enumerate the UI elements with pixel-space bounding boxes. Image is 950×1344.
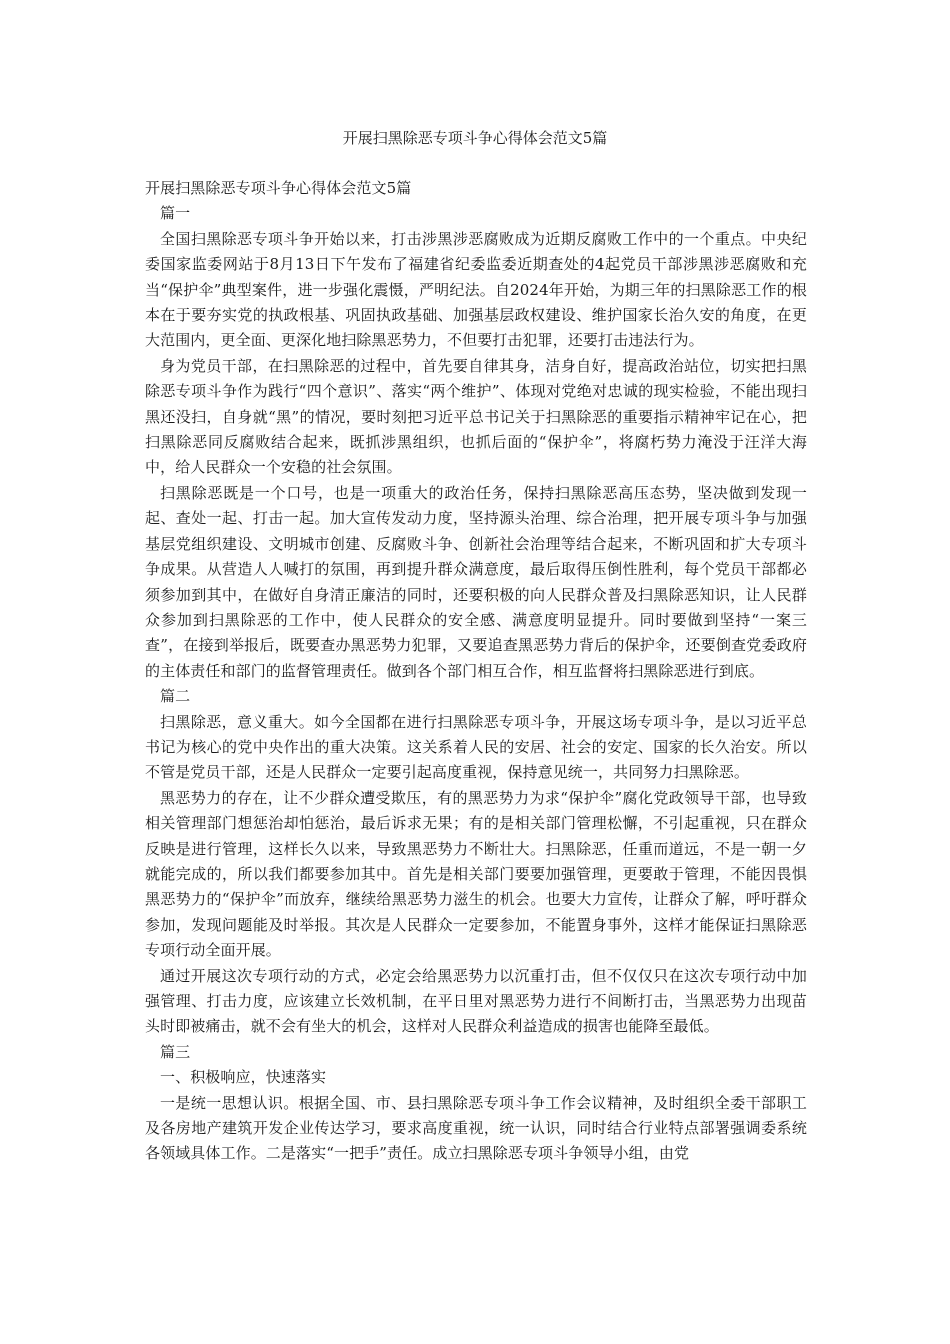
document-subtitle: 开展扫黑除恶专项斗争心得体会范文5篇 [145,179,412,197]
document-body [145,176,807,1167]
part2-paragraph-2: 黑恶势力的存在，让不少群众遭受欺压，有的黑恶势力为求“保护伞”腐化党政领导干部，也导致相关管理部门想惩治却怕惩治，最后诉求无果；有的是相关部门管理松懈，不引起重视，只在群众反映是进行管理，这样长久以来，导致黑恶势力不断壮大。扫黑除恶，任重而道远，不是一朝一夕就能完成的，所以我们都要参加其中。首先是相关部门要要加强管理，更要敢于管理，不能因畏惧黑恶势力的“保护伞”而放弃，继续给黑恶势力滋生的机会。也要大力宣传，让群众了解，呼吁群众参加，发现问题能及时举报。其次是人民群众一定要参加，不能置身事外，这样才能保证扫黑除恶专项行动全面开展。 [145,788,807,960]
part1-paragraph-1: 全国扫黑除恶专项斗争开始以来，打击涉黑涉恶腐败成为近期反腐败工作中的一个重点。中央纪委国家监委网站于8月13日下午发布了福建省纪委监委近期查处的4起党员干部涉黑涉恶腐败和充当“保护伞”典型案件，进一步强化震慑，严明纪法。自2024年开始，为期三年的扫黑除恶工作的根本在于要夯实党的执政根基、巩固执政基础、加强基层政权建设、维护国家长治久安的角度，在更大范围内，更全面、更深化地扫除黑恶势力，不但要打击犯罪，还要打击违法行为。 [145,229,807,350]
part3-paragraph-1: 一是统一思想认识。根据全国、市、县扫黑除恶专项斗争工作会议精神，及时组织全委干部职工及各房地产建筑开发企业传达学习，要求高度重视，统一认识，同时结合行业特点部署强调委系统各领域具体工作。二是落实“一把手”责任。成立扫黑除恶专项斗争领导小组，由党 [145,1093,807,1163]
part2-paragraph-3: 通过开展这次专项行动的方式，必定会给黑恶势力以沉重打击，但不仅仅只在这次专项行动中加强管理、打击力度，应该建立长效机制，在平日里对黑恶势力进行不间断打击，当黑恶势力出现苗头时即被痛击，就不会有坐大的机会，这样对人民群众利益造成的损害也能降至最低。 [145,966,807,1036]
part2-heading: 篇二 [160,687,191,706]
part2-paragraph-1: 扫黑除恶，意义重大。如今全国都在进行扫黑除恶专项斗争，开展这场专项斗争，是以习近平总书记为核心的党中央作出的重大决策。这关系着人民的安居、社会的安定、国家的长久治安。所以不管是党员干部，还是人民群众一定要引起高度重视，保持意见统一，共同努力扫黑除恶。 [145,712,807,782]
part1-paragraph-2: 身为党员干部，在扫黑除恶的过程中，首先要自律其身，洁身自好，提高政治站位，切实把扫黑除恶专项斗争作为践行“四个意识”、落实“两个维护”、体现对党绝对忠诚的现实检验，不能出现扫黑还没扫，自身就“黑”的情况，要时刻把习近平总书记关于扫黑除恶的重要指示精神牢记在心，把扫黑除恶同反腐败结合起来，既抓涉黑组织，也抓后面的“保护伞”，将腐朽势力淹没于汪洋大海中，给人民群众一个安稳的社会氛围。 [145,356,807,477]
part3-heading: 篇三 [160,1042,191,1061]
part3-section-heading-1: 一、积极响应，快速落实 [160,1068,327,1087]
part1-heading: 篇一 [160,204,191,223]
document-title: 开展扫黑除恶专项斗争心得体会范文5篇 [342,129,608,147]
part1-paragraph-3: 扫黑除恶既是一个口号，也是一项重大的政治任务，保持扫黑除恶高压态势，坚决做到发现一起、查处一起、打击一起。加大宣传发动力度，坚持源头治理、综合治理，把开展专项斗争与加强基层党组织建设、文明城市创建、反腐败斗争、创新社会治理等结合起来，不断巩固和扩大专项斗争成果。从营造人人喊打的氛围，再到提升群众满意度，最后取得压倒性胜利，每个党员干部都必须参加到其中，在做好自身清正廉洁的同时，还要积极的向人民群众普及扫黑除恶知识，让人民群众参加到扫黑除恶的工作中，使人民群众的安全感、满意度明显提升。同时要做到坚持“一案三查”，在接到举报后，既要查办黑恶势力犯罪，又要追查黑恶势力背后的保护伞，还要倒查党委政府的主体责任和部门的监督管理责任。做到各个部门相互合作，相互监督将扫黑除恶进行到底。 [145,483,807,680]
